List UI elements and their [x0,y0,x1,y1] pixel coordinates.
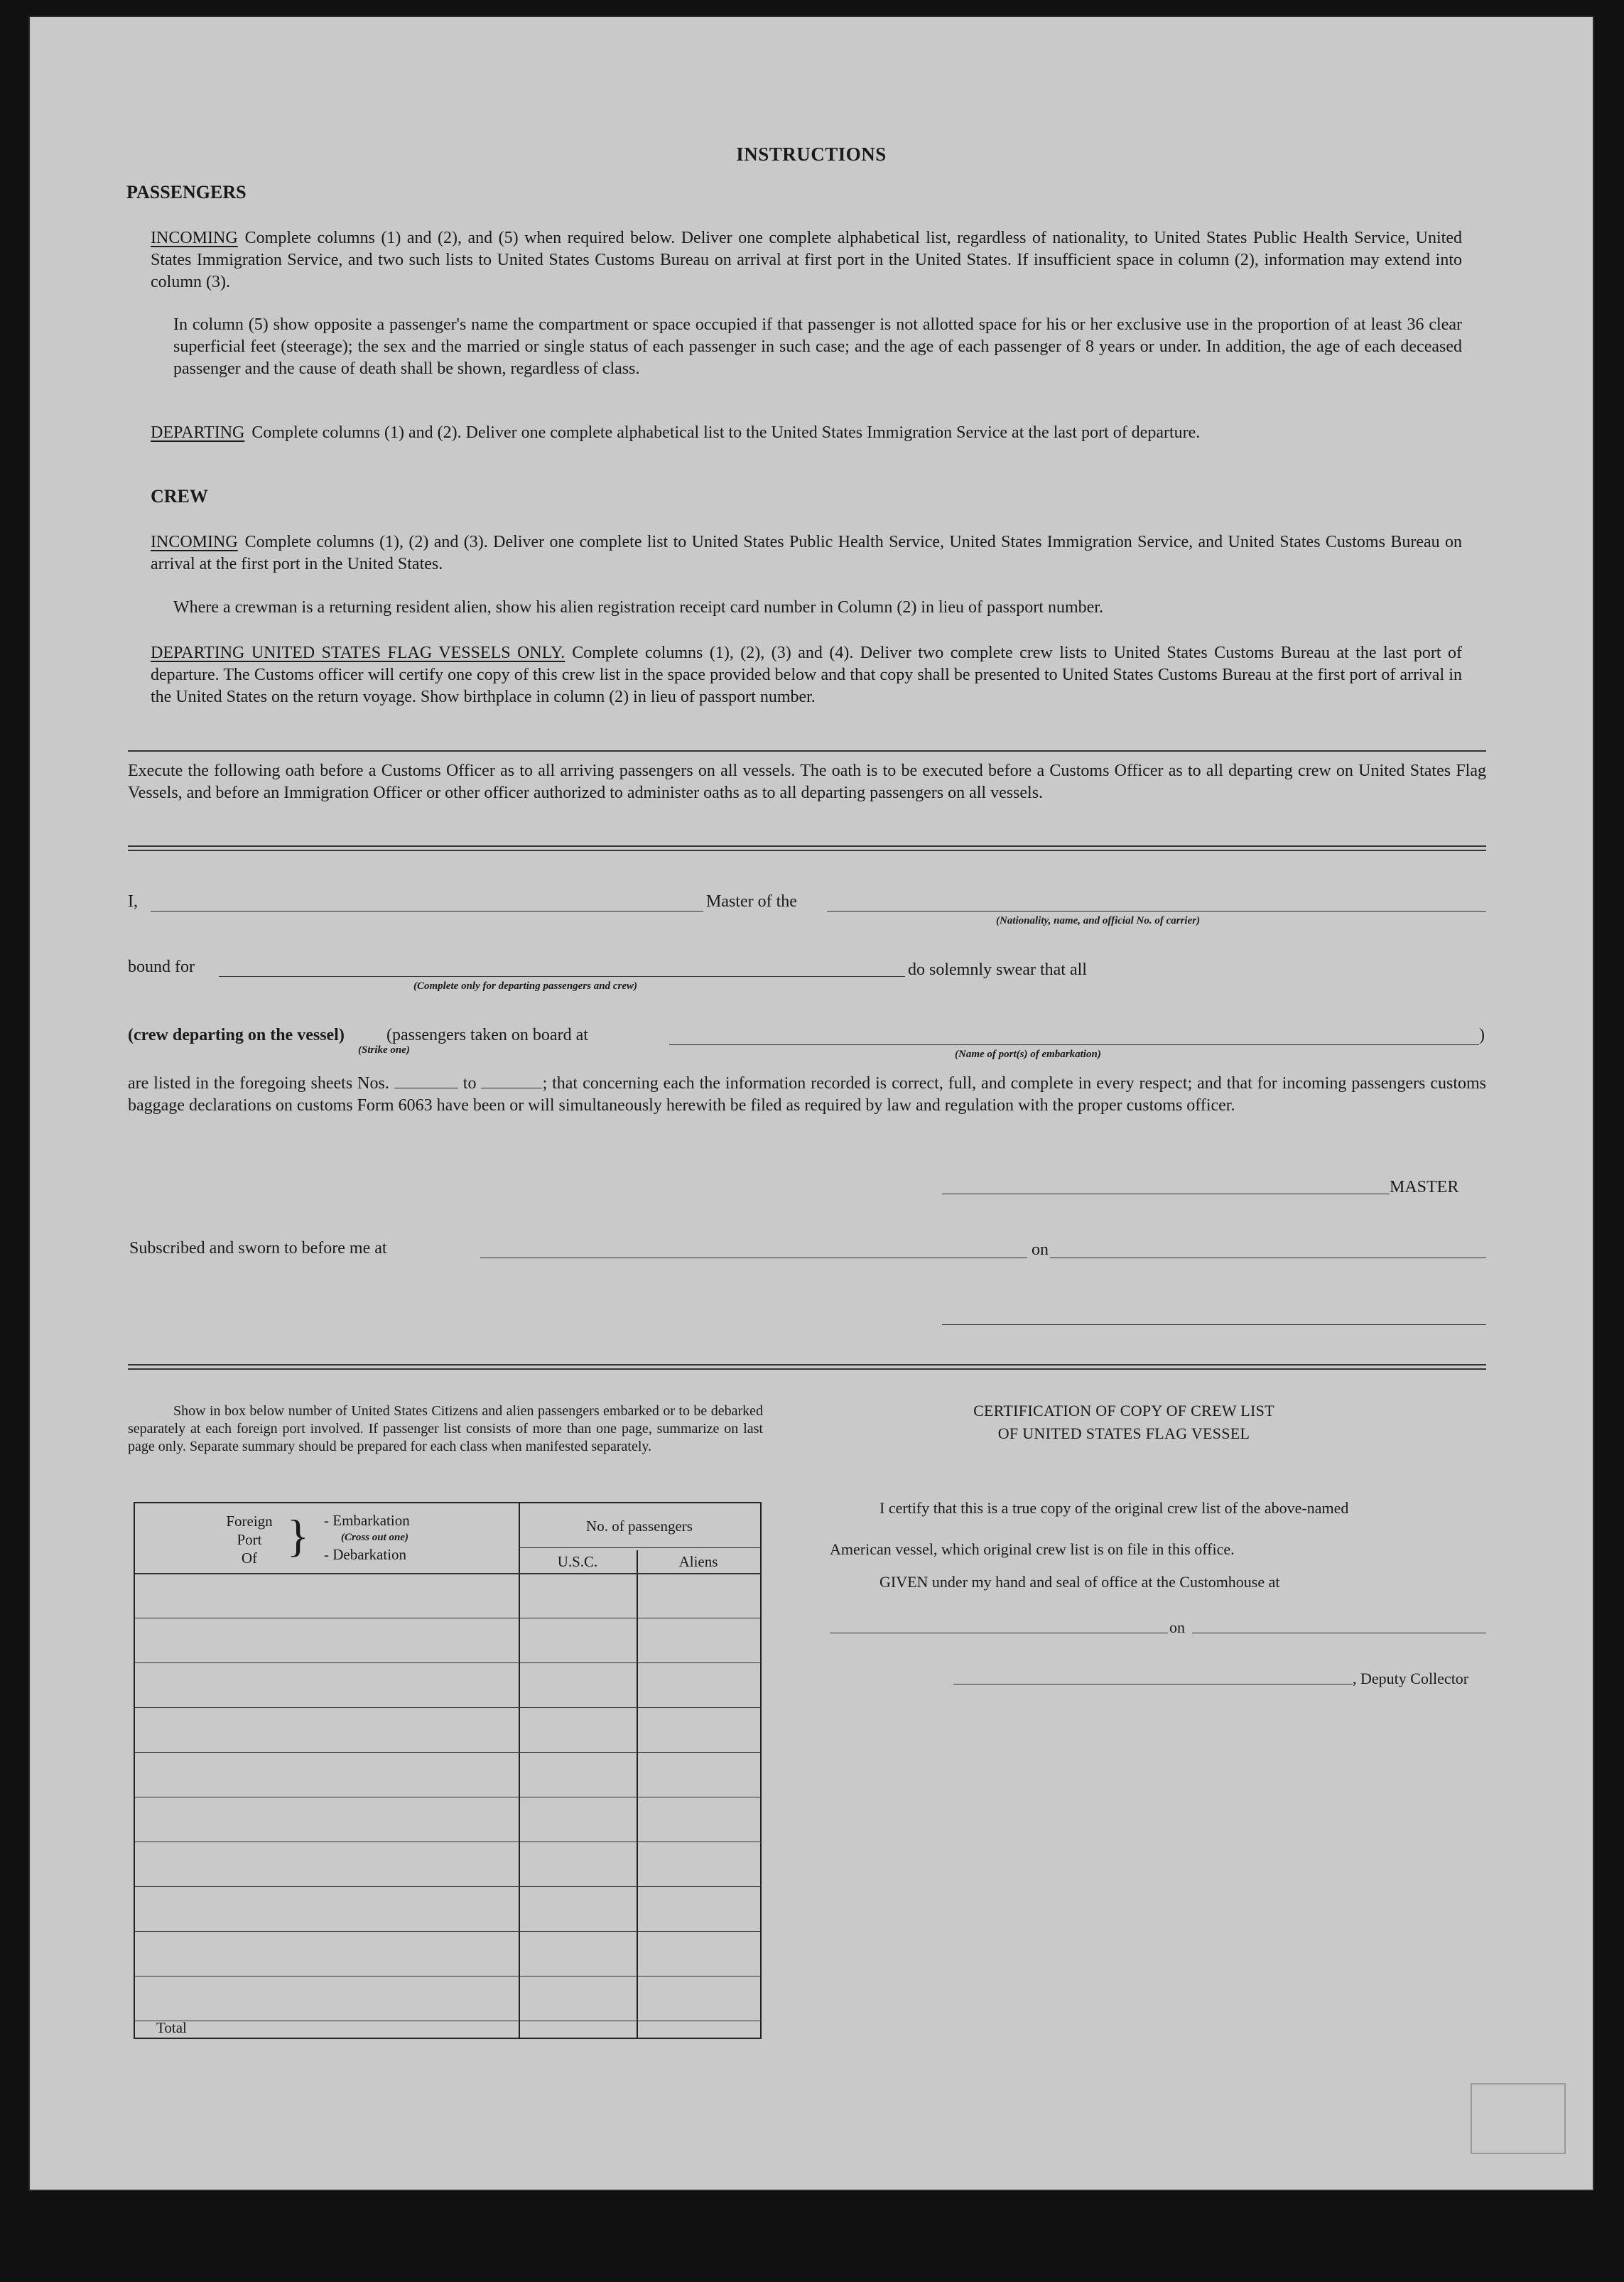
port-text: Port [237,1531,262,1548]
passengers-incoming-paragraph [151,227,1462,293]
table-row-divider [135,1662,760,1663]
subscribed-label: Subscribed and sworn to before me at [129,1239,387,1258]
foreign-port-label [217,1512,281,1567]
page-number-box [1471,2083,1566,2154]
to-text: to [462,1074,477,1093]
of-text: Of [241,1550,258,1567]
crew-incoming-text: Complete columns (1), (2) and (3). Deliver one complete list to United States Public Health Service, United States Immigration Service, and United States Customs Bureau on arrival at the first port in the United States. [151,533,1462,573]
total-label: Total [156,2019,187,2036]
oath-i-label: I, [128,892,138,911]
carrier-caption: (Nationality, name, and official No. of carrier) [996,915,1201,926]
column-divider [637,1550,638,2038]
brace-glyph: } [287,1510,309,1561]
passengers-incoming-text: Complete columns (1) and (2), and (5) when required below. Deliver one complete alphabetical list, regardless of nationality, to United States Public Health Service, United States Immigration Service, and two such lists to United States Customs Bureau on arrival at first port in the United States. If insufficient space in column (2), information may extend into column (3). [151,229,1462,291]
bound-for-field[interactable] [219,976,905,977]
master-of-the-label: Master of the [706,892,797,911]
certification-title-line2: OF UNITED STATES FLAG VESSEL [997,1424,1250,1442]
sworn-on-label: on [1032,1240,1049,1259]
table-row-divider [135,1707,760,1708]
usc-header: U.S.C. [557,1553,598,1570]
column5-paragraph: In column (5) show opposite a passenger's name the compartment or space occupied if that passenger is not allotted space for his or her exclusive use in the proportion of at least 36 clear superficial feet (steerage); the sex and the married or single status of each passenger in such case; and the age of each passenger of 8 years or under. In addition, the age of each deceased passenger and the cause of death shall be shown, regardless of class. [173,315,1462,378]
sheet-from-field[interactable] [394,1074,458,1088]
crew-heading: CREW [151,486,208,507]
carrier-field[interactable] [827,911,1486,912]
oath-intro: Execute the following oath before a Customs Officer as to all arriving passengers on all vessels. The oath is to be executed before a Customs Officer as to all departing crew on United States Flag Vessels, and before an Immigration Officer or other officer authorized to administer oaths as to all departing passengers on all vessels. [128,762,1486,802]
master-label: MASTER [1390,1178,1459,1196]
foreign-text: Foreign [226,1513,273,1530]
divider [128,1368,1486,1370]
aliens-header: Aliens [678,1553,718,1570]
passengers-taken-option[interactable]: (passengers taken on board at [386,1026,588,1044]
listed-paragraph [128,1073,1486,1117]
table-row-divider [135,1976,760,1977]
ports-caption: (Name of port(s) of embarkation) [955,1049,1101,1060]
header-divider [519,1547,760,1548]
vessel-text: American vessel, which original crew list is on file in this office. [830,1540,1235,1558]
divider [128,750,1486,752]
officer-signature-field[interactable] [942,1324,1486,1325]
divider [128,845,1486,847]
certification-title [811,1400,1436,1445]
passengers-departing-paragraph [151,422,1462,444]
document-page [28,16,1594,2191]
crew-departing-text: Complete columns (1), (2), (3) and (4). Deliver two complete crew lists to United States Customs Bureau at the last port of departure. The Customs officer will certify one copy of this crew list in the space provided below and that copy shall be presented to United States Customs Bureau at the first port of arrival in the United States on the return voyage. Show birthplace in column (2) in lieu of passport number. [151,644,1462,706]
listed-rest-text: ; that concerning each the information recorded is correct, full, and complete in every respect; and that for incoming passengers customs baggage declarations on customs Form 6063 have been or will simultaneously herewith be filed as required by law and regulation with the proper customs officer. [128,1074,1486,1115]
sheet-to-field[interactable] [481,1074,542,1088]
certification-title-line1: CERTIFICATION OF COPY OF CREW LIST [973,1402,1274,1420]
embark-debark-label [324,1512,410,1563]
passengers-incoming-label: INCOMING [151,229,238,247]
certify-text: I certify that this is a true copy of the original crew list of the above-named [879,1499,1349,1517]
crew-departing-label: DEPARTING UNITED STATES FLAG VESSELS ONLY. [151,644,565,662]
column-divider [519,1503,520,2038]
crew-resident-paragraph: Where a crewman is a returning resident alien, show his alien registration receipt card number in Column (2) in lieu of passport number. [173,598,1103,617]
bound-for-label: bound for [128,958,195,976]
passengers-heading: PASSENGERS [126,182,247,202]
crew-departing-paragraph [151,642,1462,708]
passengers-departing-label: DEPARTING [151,423,245,442]
crew-incoming-label: INCOMING [151,533,238,551]
cross-out-caption: (Cross out one) [341,1532,409,1543]
summary-instructions: Show in box below number of United States Citizens and alien passengers embarked or to be debarked separately at each foreign port involved. If passenger list consists of more than one page, summarize on last page only. Separate summary should be prepared for each class when manifested separately. [128,1403,763,1454]
table-row-divider [135,1931,760,1932]
embarkation-ports-field[interactable] [669,1044,1479,1045]
debarkation-text[interactable]: - Debarkation [324,1546,407,1563]
no-passengers-header: No. of passengers [586,1518,693,1535]
embarkation-text[interactable]: - Embarkation [324,1512,410,1529]
cert-on-label: on [1169,1618,1185,1636]
strike-one-caption: (Strike one) [358,1044,410,1056]
divider [128,850,1486,851]
table-row-divider [135,1752,760,1753]
page-title: INSTRUCTIONS [736,144,887,165]
passenger-summary-table [134,1502,762,2039]
listed-start-text: are listed in the foregoing sheets Nos. [128,1074,389,1093]
bound-for-caption: (Complete only for departing passengers and crew) [413,980,637,992]
header-bottom [135,1573,760,1574]
close-paren: ) [1479,1026,1485,1044]
swear-text: do solemnly swear that all [908,961,1087,979]
crew-incoming-paragraph [151,531,1462,575]
given-text: GIVEN under my hand and seal of office at the Customhouse at [879,1573,1280,1591]
passengers-departing-text: Complete columns (1) and (2). Deliver one complete alphabetical list to the United States Immigration Service at the last port of departure. [251,423,1201,442]
master-name-field[interactable] [151,911,703,912]
crew-departing-option[interactable]: (crew departing on the vessel) [128,1026,345,1044]
deputy-signature-field[interactable] [953,1684,1353,1685]
divider [128,1364,1486,1366]
table-row-divider [135,1886,760,1887]
deputy-collector-label: , Deputy Collector [1353,1670,1469,1687]
